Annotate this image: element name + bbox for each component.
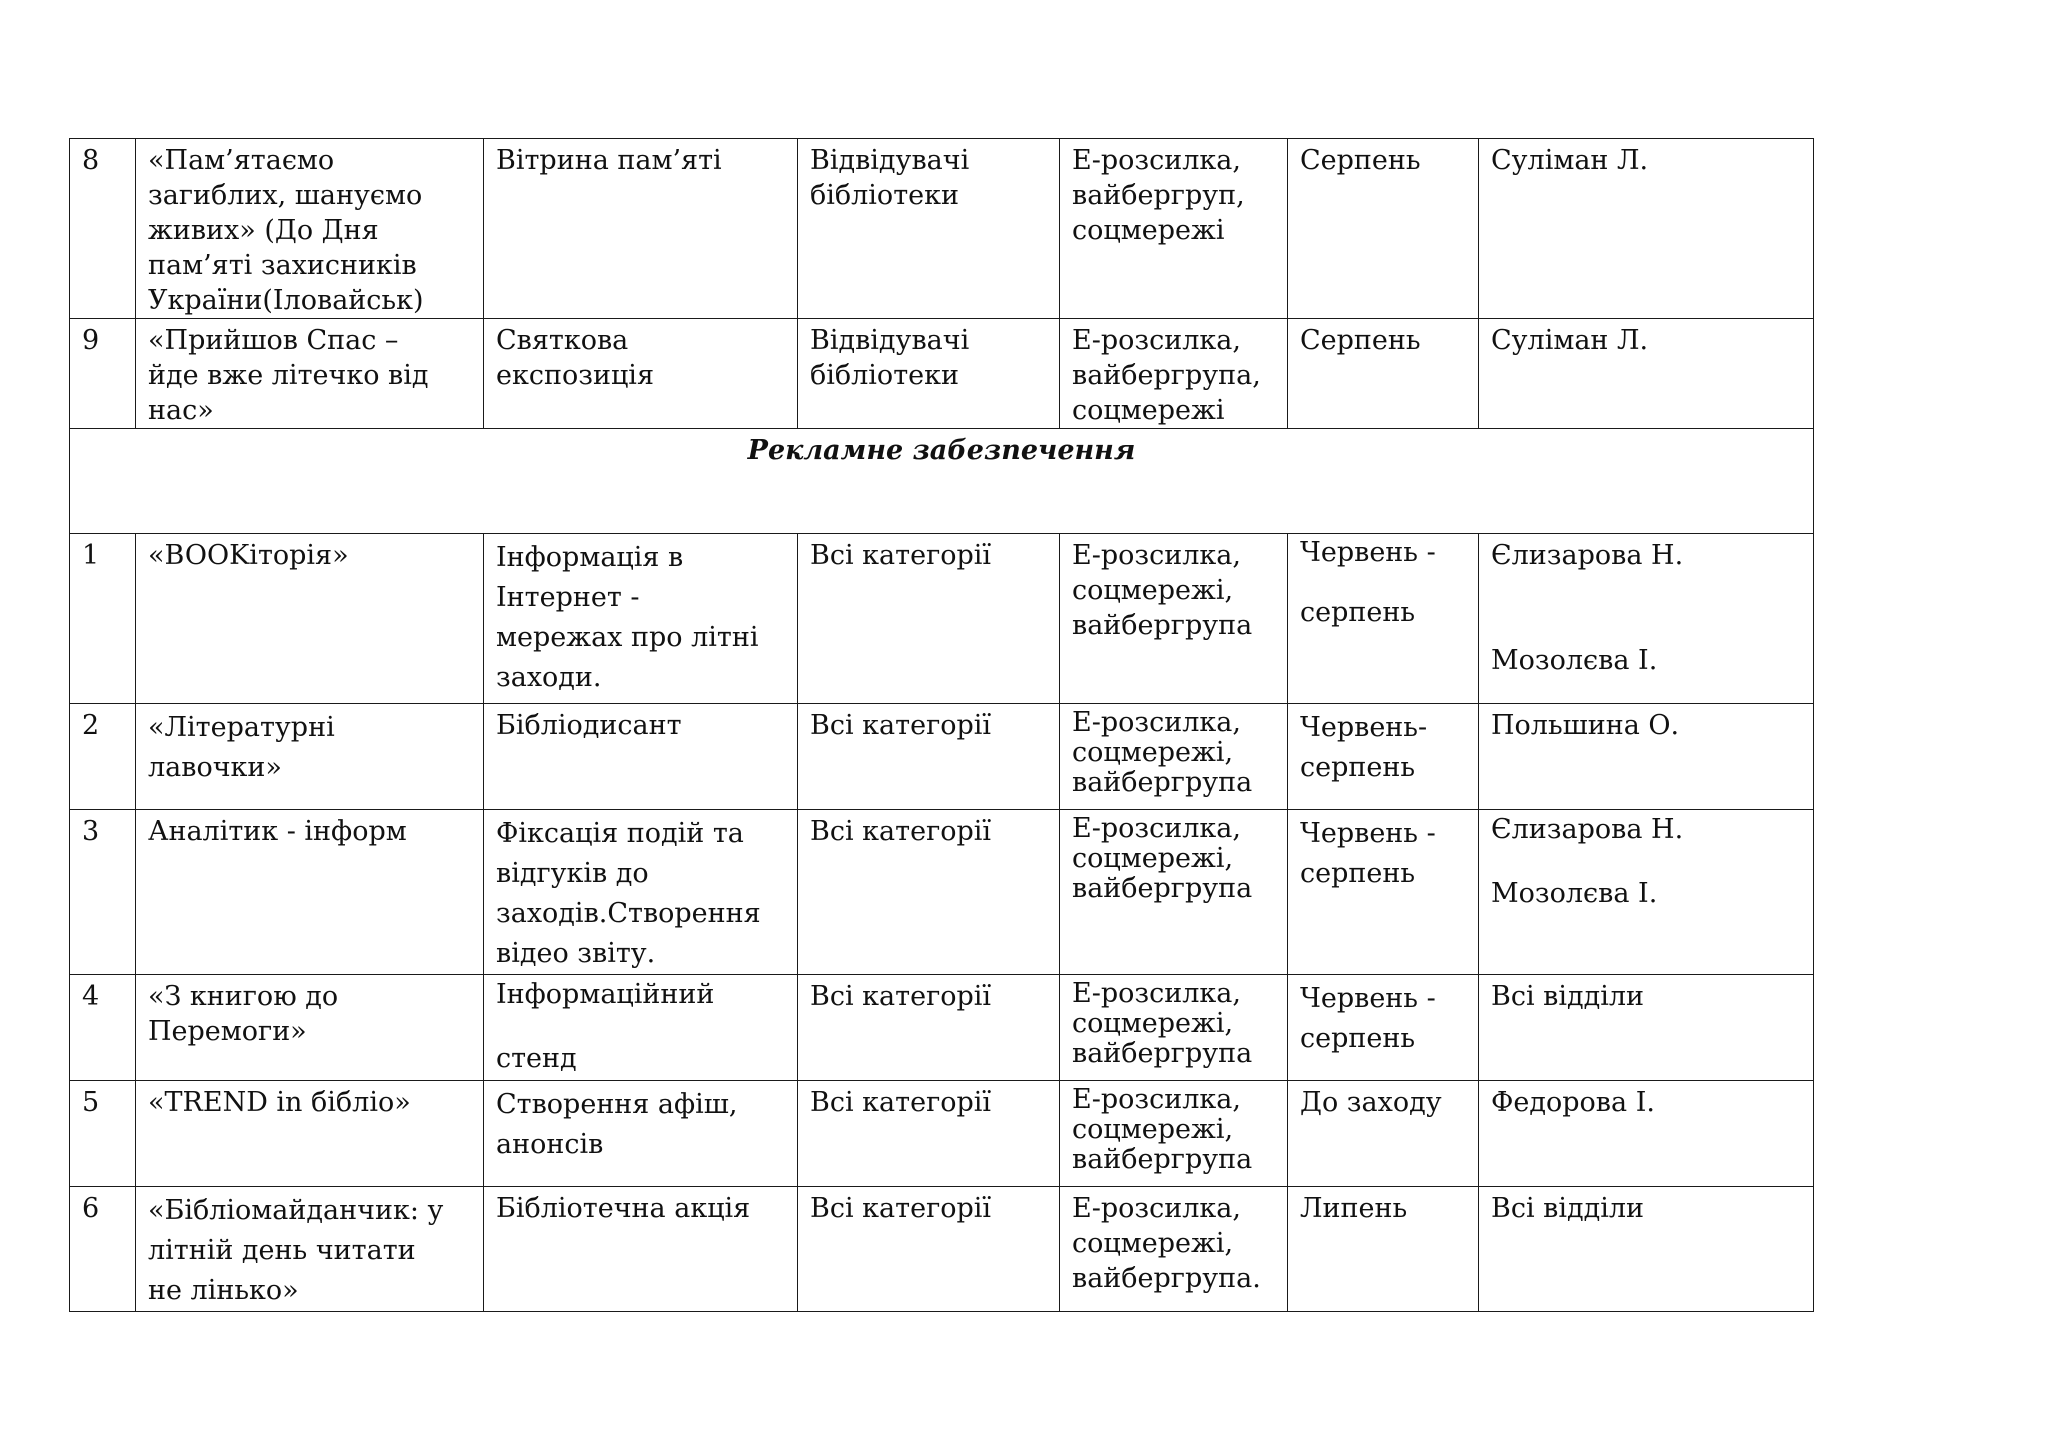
- event-audience: Всі категорії: [798, 975, 1060, 1081]
- event-form: Бібліотечна акція: [484, 1187, 798, 1312]
- row-number: 6: [70, 1187, 136, 1312]
- event-term: Червень - серпень: [1288, 975, 1479, 1081]
- event-name: Аналітик - інформ: [136, 810, 484, 975]
- event-term: Серпень: [1288, 319, 1479, 429]
- event-form: Інформаційний стенд: [484, 975, 798, 1081]
- row-number: 3: [70, 810, 136, 975]
- event-term: До заходу: [1288, 1081, 1479, 1187]
- event-channel: Е-розсилка, соцмережі, вайбергрупа: [1060, 534, 1288, 704]
- event-responsible: Всі відділи: [1479, 1187, 1814, 1312]
- event-audience: Всі категорії: [798, 810, 1060, 975]
- event-term: Червень- серпень: [1288, 704, 1479, 810]
- event-audience: Відвідувачі бібліотеки: [798, 139, 1060, 319]
- event-name: «TREND in бібліо»: [136, 1081, 484, 1187]
- row-number: 8: [70, 139, 136, 319]
- table-row: [70, 534, 1814, 704]
- table-row: [70, 975, 1814, 1081]
- event-channel: Е-розсилка, соцмережі, вайбергрупа: [1060, 1081, 1288, 1187]
- event-name: «Прийшов Спас – йде вже літечко від нас»: [136, 319, 484, 429]
- event-name: «Пам’ятаємо загиблих, шануємо живих» (До Дня пам’яті захисників України(Іловайськ): [136, 139, 484, 319]
- events-plan-table: [69, 138, 1814, 1312]
- table-row: [70, 1081, 1814, 1187]
- event-channel: Е-розсилка, соцмережі, вайбергрупа.: [1060, 1187, 1288, 1312]
- event-form: Створення афіш, анонсів: [484, 1081, 798, 1187]
- event-term: Серпень: [1288, 139, 1479, 319]
- event-audience: Відвідувачі бібліотеки: [798, 319, 1060, 429]
- event-audience: Всі категорії: [798, 1187, 1060, 1312]
- table-row: [70, 810, 1814, 975]
- event-responsible: Єлизарова Н. Мозолєва І.: [1479, 534, 1814, 704]
- row-number: 5: [70, 1081, 136, 1187]
- event-form: Фіксація подій та відгуків до заходів.Створення відео звіту.: [484, 810, 798, 975]
- row-number: 4: [70, 975, 136, 1081]
- table-row: [70, 319, 1814, 429]
- event-responsible: Суліман Л.: [1479, 139, 1814, 319]
- event-name: «Бібліомайданчик: у літній день читати не лінько»: [136, 1187, 484, 1312]
- event-name: «BOOKіторія»: [136, 534, 484, 704]
- event-form: Вітрина пам’яті: [484, 139, 798, 319]
- event-form: Святкова експозиція: [484, 319, 798, 429]
- event-responsible: Федорова І.: [1479, 1081, 1814, 1187]
- event-name: «З книгою до Перемоги»: [136, 975, 484, 1081]
- event-channel: Е-розсилка, соцмережі, вайбергрупа: [1060, 704, 1288, 810]
- event-form: Інформація в Інтернет - мережах про літні заходи.: [484, 534, 798, 704]
- event-channel: Е-розсилка, вайбергруп, соцмережі: [1060, 139, 1288, 319]
- event-audience: Всі категорії: [798, 1081, 1060, 1187]
- event-term: Червень - серпень: [1288, 534, 1479, 704]
- event-form: Бібліодисант: [484, 704, 798, 810]
- event-name: «Літературні лавочки»: [136, 704, 484, 810]
- event-audience: Всі категорії: [798, 534, 1060, 704]
- row-number: 2: [70, 704, 136, 810]
- event-channel: Е-розсилка, вайбергрупа, соцмережі: [1060, 319, 1288, 429]
- event-channel: Е-розсилка, соцмережі, вайбергрупа: [1060, 975, 1288, 1081]
- table-row: [70, 704, 1814, 810]
- section-row: [70, 429, 1814, 534]
- event-channel: Е-розсилка, соцмережі, вайбергрупа: [1060, 810, 1288, 975]
- row-number: 9: [70, 319, 136, 429]
- event-responsible: Всі відділи: [1479, 975, 1814, 1081]
- event-term: Липень: [1288, 1187, 1479, 1312]
- table-row: [70, 139, 1814, 319]
- event-audience: Всі категорії: [798, 704, 1060, 810]
- row-number: 1: [70, 534, 136, 704]
- section-title: Рекламне забезпечення: [70, 429, 1814, 534]
- event-responsible: Суліман Л.: [1479, 319, 1814, 429]
- event-responsible: Єлизарова Н. Мозолєва І.: [1479, 810, 1814, 975]
- event-term: Червень - серпень: [1288, 810, 1479, 975]
- table-row: [70, 1187, 1814, 1312]
- event-responsible: Польшина О.: [1479, 704, 1814, 810]
